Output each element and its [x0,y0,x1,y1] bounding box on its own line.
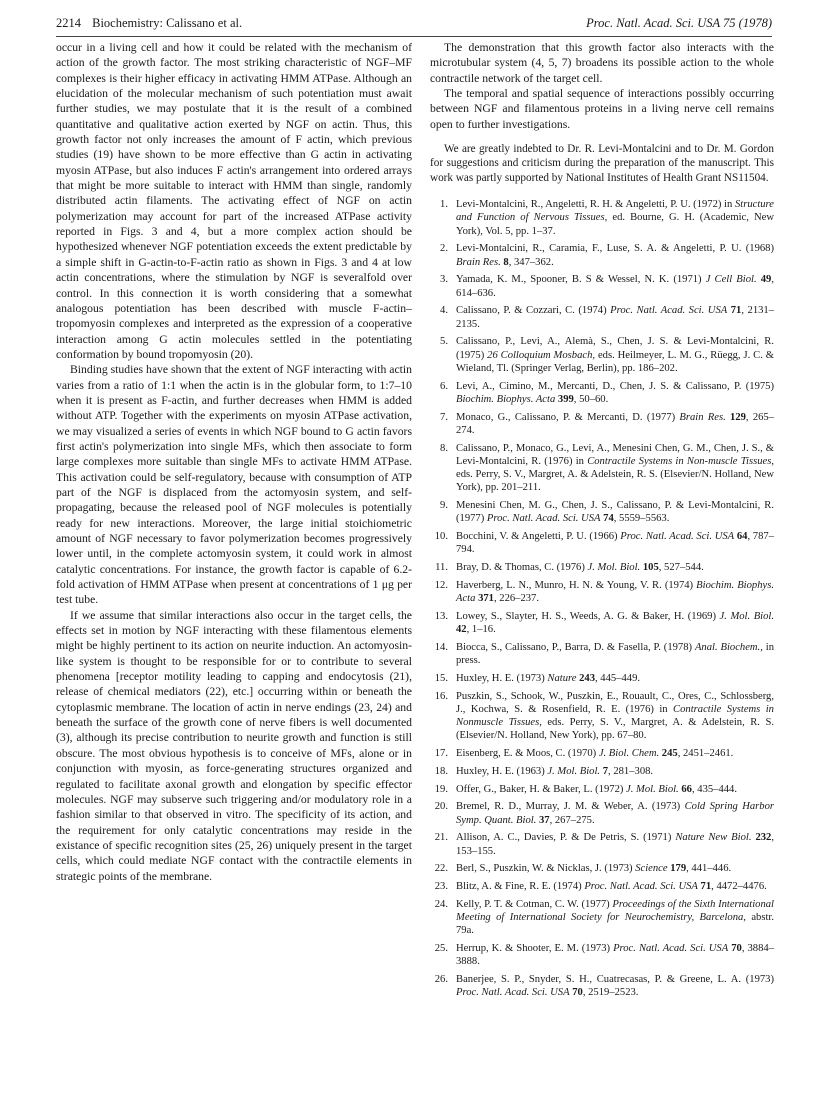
reference-source: Contractile Systems in Non-muscle Tissues [587,455,772,467]
reference-volume: 70 [572,987,583,999]
reference-source: J. Biol. Chem. [598,748,660,760]
reference-authors: Blitz, A. & Fine, R. E. (1974) [456,881,585,893]
reference-pages: , 787–794. [456,531,774,556]
reference-pages: , 614–636. [456,274,774,299]
reference-number: 4. [440,305,448,317]
reference-source: J. Mol. Biol. [719,610,774,622]
reference-pages: , 50–60. [573,393,609,405]
reference-item [430,672,774,685]
reference-number: 1. [440,199,448,211]
reference-authors: Haverberg, L. N., Munro, H. N. & Young, V. R. (1974) [456,579,697,591]
reference-volume: 71 [700,881,712,893]
reference-item [430,942,774,968]
reference-item [430,561,774,574]
reference-number: 19. [434,783,448,795]
reference-number: 14. [434,641,448,653]
acknowledgment: We are greatly indebted to Dr. R. Levi-Montalcini and to Dr. M. Gordon for suggestions and criticism during the preparation of the manuscript. This work was partly supported by National Institutes of Health Grant NS11504. [430,143,774,184]
page-number: 2214 [56,16,81,30]
reference-authors: Bray, D. & Thomas, C. (1976) [456,562,588,574]
reference-source: Biochim. Biophys. Acta [456,579,774,605]
reference-detail: , in press. [456,641,774,667]
reference-source: Proc. Natl. Acad. Sci. USA [610,305,728,317]
reference-authors: Calissano, P., Levi, A., Alemà, S., Chen, J. S. & Levi-Montalcini, R. (1975) [456,336,774,361]
reference-pages: , 153–155. [456,832,774,857]
reference-volume: 64 [736,531,748,543]
reference-pages: , 527–544. [658,562,704,574]
reference-authors: Lowey, S., Slayter, H. S., Weeds, A. G. & Baker, H. (1969) [456,610,720,622]
reference-volume: 105 [642,562,659,574]
reference-pages: , 281–308. [608,765,654,777]
reference-item [430,747,774,760]
reference-number: 16. [434,690,448,702]
reference-number: 15. [434,672,448,684]
reference-authors: Puszkin, S., Schook, W., Puszkin, E., Rouault, C., Ores, C., Schlossberg, J., Kochwa, S. & Rosenfield, R. E. (1976) in [456,690,774,715]
reference-authors: Allison, A. C., Davies, P. & De Petris, S. (1971) [456,832,676,844]
reference-authors: Monaco, G., Calissano, P. & Mercanti, D. (1977) [456,411,680,423]
reference-volume: 371 [478,593,494,605]
reference-pages: , 2519–2523. [582,987,639,999]
reference-source: Cold Spring Harbor Symp. Quant. Biol. [456,801,774,826]
reference-authors: Levi-Montalcini, R., Caramia, F., Luse, S. A. & Angeletti, P. U. (1968) [456,243,774,255]
reference-number: 17. [434,748,448,760]
reference-source: J. Mol. Biol. [587,562,641,574]
conclusion-paragraph: The demonstration that this growth factor also interacts with the microtubular system (4, 5, 7) broadens its possible action to the whole contractile network of the target cell. [430,41,774,85]
reference-number: 23. [434,881,448,893]
reference-source: Proc. Natl. Acad. Sci. USA [620,531,735,543]
reference-number: 18. [434,765,448,777]
reference-item [430,690,774,743]
conclusion-paragraph: The temporal and spatial sequence of interactions possibly occurring between NGF and filamentous proteins in a living nerve cell remains open to further investigations. [430,87,774,131]
reference-source: Contractile Systems in Nonmuscle Tissues [456,703,774,729]
reference-item [430,783,774,796]
reference-volume: 232 [755,832,772,844]
reference-item [430,973,774,999]
discussion-paragraph: Binding studies have shown that the extent of NGF interacting with actin varies from a ratio of 1:1 when the actin is in the globular form, to 1:7–10 when it is present as F-actin, and further decreases when HMM is added without ATP. Together with the experiments on myosin ATPase activation, we may visualized a series of events in which NGF bound to G actin favors first actin's polymerization into single MFs, which then associate to form large complexes more suitable than single MFs to activate HMM ATPase. This activation could be self-regulatory, because with consumption of ATP part of the NGF is displaced from the actomyosin system, and self-propagating, because the released pool of NGF molecules is potentially ready for new interactions. Moreover, the large initial stoichiometric amount of NGF necessary to favor polymerization becomes progressively lower until, in the complete actomyosin system, it could work in almost catalytic concentrations. For instance, the growth factor is capable of 6.2-fold activation of HMM ATPase when present at concentrations of 1 μg per test tube. [56,363,412,607]
reference-pages: , 5559–5563. [613,513,670,525]
reference-volume: 7 [602,765,609,777]
reference-pages: , 1–16. [466,624,496,636]
reference-detail: , abstr. 79a. [456,912,775,937]
reference-pages: , 435–444. [691,783,737,795]
right-column [430,40,774,1004]
reference-item [430,530,774,556]
reference-source: J. Mol. Biol. [626,783,679,795]
reference-source: Proc. Natl. Acad. Sci. USA [613,943,729,955]
reference-item [430,579,774,605]
reference-detail: , eds. Heilmeyer, L. M. G., Rüegg, J. C. & Wieland, Tl. (Springer Verlag, Berlin), pp. 186–202. [456,349,774,374]
reference-number: 3. [440,274,448,286]
discussion-paragraph: If we assume that similar interactions also occur in the target cells, the effects set in motion by NGF interacting with these filamentous elements might be highly pertinent to its action on neurite induction. An actomyosin-like system is thought to be responsible for or to contribute to several phenomena [receptor motility leading to capping and endocytosis (21), release of chemical mediators (22), etc.] occurring within or beneath the cytoplasmic membrane. The location of actin in nerve endings (23, 24) and beneath the surface of the growth cone of nerve fibers is well documented (3), although its precise contribution to neurite growth and function is still obscure. The most obvious hypothesis is to conceive of MFs, alone or in conjunction with myosin, as force-generating structures organized and regulated to facilitate axonal growth and elongation by specific effector molecules. NGF may subserve such triggering and/or modulatory role in a fashion similar to that observed in vitro. The specificity of its action, and the requirement for only catalytic concentrations may reside in the existance of specific recognition sites (25, 26) uniquely present in the target cells, which could mediate NGF contact with the contractile elements in strategic points of the membrane. [56,608,412,883]
reference-source: 26 Colloquium Mosbach [487,349,593,361]
reference-number: 21. [434,832,448,844]
journal-section: Biochemistry: Calissano et al. [92,16,243,30]
reference-authors: Calissano, P., Monaco, G., Levi, A., Menesini Chen, G. M., Chen, J. S., & Levi-Montalcini, R. (1976) in [456,442,774,467]
reference-detail: , eds. Perry, S. V., Margret, A. & Adelstein, R. S. (Elsevier/N. Holland, New York), pp. 201–211. [456,455,775,494]
reference-number: 12. [434,579,448,591]
reference-source: Structure and Function of Nervous Tissues [456,199,774,224]
reference-authors: Menesini Chen, M. G., Chen, J. S., Calissano, P. & Levi-Montalcini, R. (1977) [456,500,774,525]
reference-authors: Levi-Montalcini, R., Angeletti, R. H. & Angeletti, P. U. (1972) in [456,199,735,211]
reference-number: 7. [440,411,448,423]
reference-number: 20. [434,801,448,813]
reference-pages: , 265–274. [456,411,775,436]
reference-authors: Calissano, P. & Cozzari, C. (1974) [456,305,611,317]
reference-number: 6. [440,380,448,392]
reference-source: Anal. Biochem. [694,641,761,653]
reference-authors: Yamada, K. M., Spooner, B. S & Wessel, N. K. (1971) [456,274,706,286]
reference-authors: Berl, S., Puszkin, W. & Nicklas, J. (1973) [456,863,636,875]
reference-source: Proc. Natl. Acad. Sci. USA [584,881,698,893]
reference-pages: , 3884–3888. [456,943,774,968]
reference-number: 25. [434,943,448,955]
reference-item [430,641,774,667]
journal-citation: Proc. Natl. Acad. Sci. USA 75 (1978) [586,16,772,30]
reference-source: Proc. Natl. Acad. Sci. USA [486,513,601,525]
reference-number: 11. [435,562,448,574]
reference-item [430,442,774,495]
reference-volume: 71 [730,305,742,317]
reference-authors: Huxley, H. E. (1973) [456,672,548,684]
reference-source: J. Mol. Biol. [547,765,601,777]
reference-item [430,304,774,330]
reference-number: 13. [434,610,448,622]
reference-number: 10. [434,531,448,543]
reference-volume: 8 [503,256,509,268]
reference-item [430,880,774,893]
reference-volume: 129 [730,411,746,423]
reference-authors: Herrup, K. & Shooter, E. M. (1973) [456,943,614,955]
reference-pages: , 347–362. [508,256,554,268]
reference-item [430,800,774,826]
reference-source: Brain Res. [456,256,501,268]
reference-pages: , 267–275. [549,814,595,826]
reference-number: 26. [434,974,448,986]
reference-item [430,499,774,525]
reference-volume: 70 [731,943,742,955]
reference-item [430,898,774,938]
reference-volume: 243 [579,672,595,684]
reference-authors: Banerjee, S. P., Snyder, S. H., Cuatrecasas, P. & Greene, L. A. (1973) [456,974,774,986]
reference-item [430,862,774,875]
header-rule [56,36,772,37]
reference-list [430,198,774,999]
reference-number: 24. [434,899,448,911]
reference-item [430,831,774,857]
reference-pages: , 441–446. [686,863,732,875]
reference-authors: Kelly, P. T. & Cotman, C. W. (1977) [456,899,613,911]
reference-source: Science [635,863,668,875]
reference-detail: , eds. Perry, S. V., Margret, A. & Adelstein, R. S. (Elsevier/N. Holland, New York), pp. 67–80. [456,717,774,742]
reference-authors: Bremel, R. D., Murray, J. M. & Weber, A. (1973) [456,801,685,813]
reference-item [430,273,774,299]
reference-source: Nature New Biol. [675,832,752,844]
reference-authors: Huxley, H. E. (1963) [456,765,548,777]
reference-number: 5. [440,336,448,348]
reference-source: Brain Res. [679,411,726,423]
reference-item [430,242,774,268]
reference-item [430,610,774,636]
running-header [56,14,772,32]
reference-volume: 66 [681,783,692,795]
reference-number: 8. [440,442,448,454]
reference-item [430,380,774,406]
reference-authors: Offer, G., Baker, H. & Baker, L. (1972) [456,783,627,795]
reference-pages: , 226–237. [493,593,539,605]
reference-number: 9. [440,500,448,512]
reference-item [430,765,774,778]
reference-pages: , 4472–4476. [711,881,767,893]
reference-authors: Levi, A., Cimino, M., Mercanti, D., Chen, J. S. & Calissano, P. (1975) [456,380,774,392]
reference-volume: 74 [603,513,614,525]
discussion-paragraph: occur in a living cell and how it could be related with the mechanism of action of the growth factor. The most striking characteristic of NGF–MF complexes is their higher efficacy in activating HMM ATPase. Although an elucidation of the molecular mechanism of such potentiation must await further studies, we may postulate that it is the result of a combined quantitative and qualitative action exerted by NGF on actin. Thus, this growth factor not only increases the amount of F actin, which previous studies (19) have shown to be more effective than G actin in activating myosin ATPase, but also induces F actin's arrangement into ordered arrays that might be more suitable to interact with HMM than single, randomly distributed actin filaments. The activating effect of NGF on actin polymerization may account for part of the increased ATPase activity reported in Figs. 3 and 4, but a more complex action should be hypothesized whenever NGF potentiation exceeds the extent predictable by a simple shift in G-actin-to-F-actin ratio as shown in Figs. 3 and 4 at low actin concentrations, where the stimulation by NGF is severalfold over control. In this connection it is worth considering that a somewhat analogous potentiation has been described with muscle F-actin–tropomyosin complexes and interpreted as the expression of a cooperative interaction among G actin molecules settled in the potentiating conformation by bound tropomyosin (20). [56,41,412,361]
reference-volume: 399 [557,393,574,405]
reference-item [430,198,774,238]
left-column [56,40,412,884]
reference-volume: 49 [760,274,772,286]
reference-number: 2. [440,243,448,255]
reference-volume: 37 [538,814,550,826]
reference-pages: , 445–449. [595,672,641,684]
reference-item [430,335,774,375]
reference-pages: , 2131–2135. [456,305,774,330]
reference-number: 22. [434,863,448,875]
reference-volume: 245 [661,748,678,760]
reference-source: Proc. Natl. Acad. Sci. USA [456,987,570,999]
reference-authors: Biocca, S., Calissano, P., Barra, D. & Fasella, P. (1978) [456,641,695,653]
reference-source: Proceedings of the Sixth International Meeting of International Society for Neurochemistry, Barcelona [456,899,774,924]
reference-authors: Eisenberg, E. & Moos, C. (1970) [456,748,599,760]
reference-source: J Cell Biol. [705,274,757,286]
reference-source: Biochim. Biophys. Acta [456,393,556,405]
header-left [56,14,250,32]
reference-authors: Bocchini, V. & Angeletti, P. U. (1966) [456,531,621,543]
reference-detail: , ed. Bourne, G. H. (Academic, New York), Vol. 5, pp. 1–37. [456,212,774,237]
reference-source: Nature [547,672,577,684]
reference-item [430,411,774,437]
reference-volume: 179 [670,863,687,875]
reference-volume: 42 [456,624,467,636]
reference-pages: , 2451–2461. [677,748,734,760]
